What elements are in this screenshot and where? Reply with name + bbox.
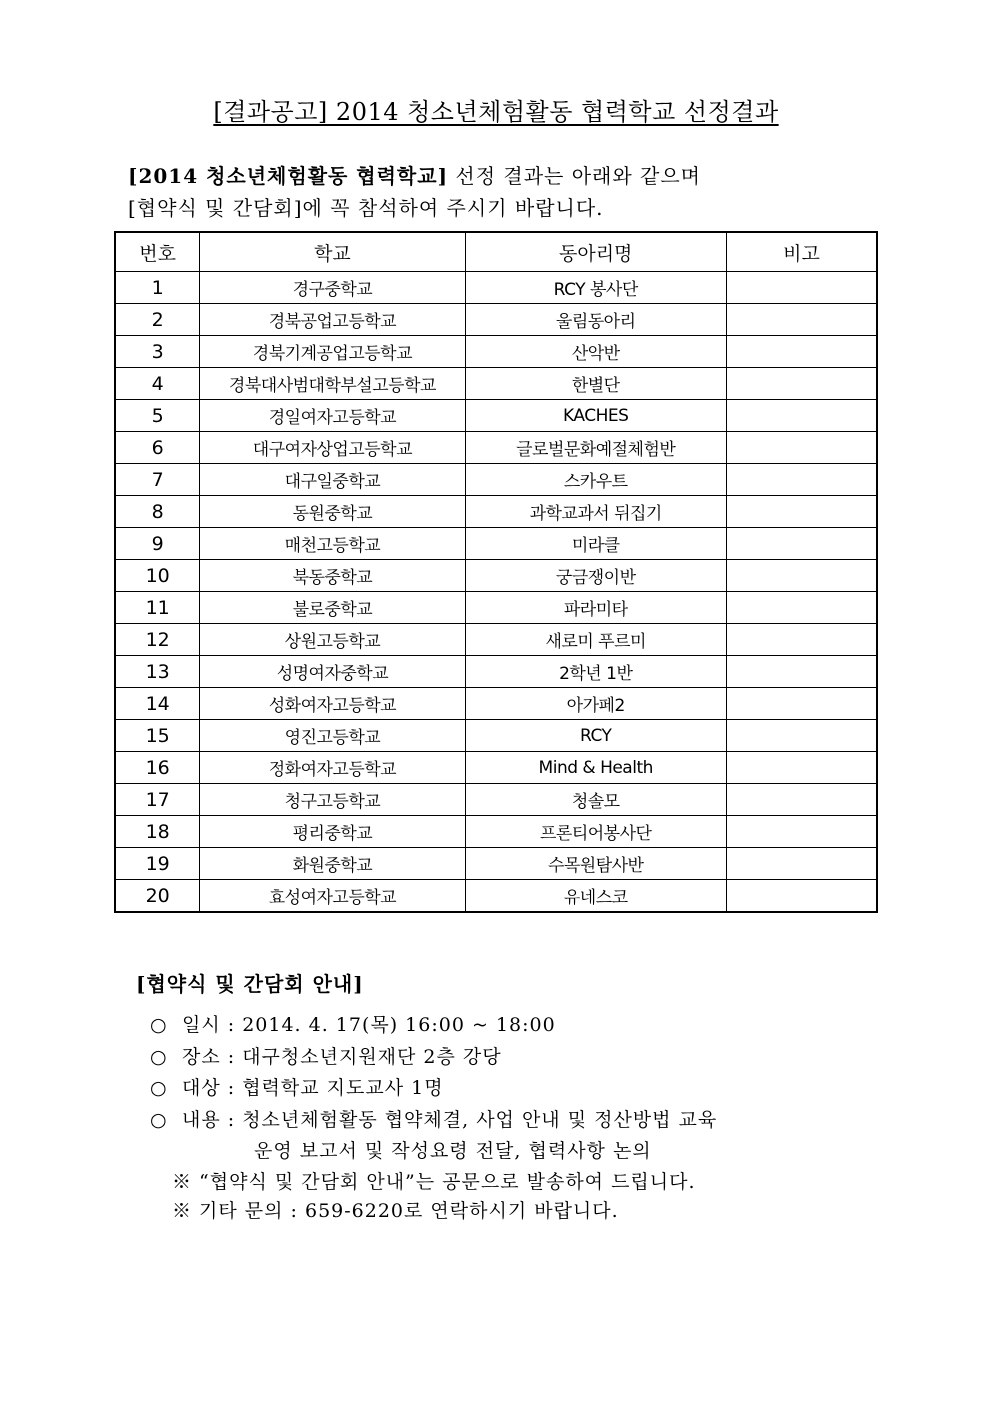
table-row <box>115 816 877 848</box>
table-row <box>115 752 877 784</box>
cell-number: 14 <box>115 688 200 720</box>
cell-club-name: Mind & Health <box>465 752 726 784</box>
cell-remarks <box>726 880 877 913</box>
cell-number: 17 <box>115 784 200 816</box>
table-row <box>115 784 877 816</box>
note-official-letter: ※ “협약식 및 간담회 안내”는 공문으로 발송하여 드립니다. <box>172 1171 696 1193</box>
cell-club-name: 2학년 1반 <box>465 656 726 688</box>
table-body <box>115 272 877 913</box>
cell-club-name: 한별단 <box>465 368 726 400</box>
table-row <box>115 528 877 560</box>
note-contact: ※ 기타 문의 : 659-6220로 연락하시기 바랍니다. <box>172 1200 619 1222</box>
cell-remarks <box>726 656 877 688</box>
bullet-circle-icon: ○ <box>150 1077 168 1099</box>
cell-remarks <box>726 304 877 336</box>
bullet-circle-icon: ○ <box>150 1108 168 1131</box>
guide-item-text: 내용 : 청소년체험활동 협약체결, 사업 안내 및 정산방법 교육 <box>182 1108 718 1131</box>
bullet-circle-icon: ○ <box>150 1045 168 1068</box>
cell-school: 동원중학교 <box>200 496 465 528</box>
cell-remarks <box>726 624 877 656</box>
guide-item-content-continuation: 운영 보고서 및 작성요령 전달, 협력사항 논의 <box>254 1140 652 1162</box>
cell-number: 13 <box>115 656 200 688</box>
cell-school: 성화여자고등학교 <box>200 688 465 720</box>
cell-school: 경북대사범대학부설고등학교 <box>200 368 465 400</box>
cell-remarks <box>726 400 877 432</box>
cell-club-name: 프론티어봉사단 <box>465 816 726 848</box>
cell-school: 성명여자중학교 <box>200 656 465 688</box>
notes <box>172 1168 696 1226</box>
cell-school: 매천고등학교 <box>200 528 465 560</box>
page-title <box>0 92 992 127</box>
intro-line-1 <box>128 160 701 192</box>
header-number: 번호 <box>115 232 200 272</box>
guide-item-text: 일시 : 2014. 4. 17(목) 16:00 ~ 18:00 <box>182 1014 556 1036</box>
cell-number: 4 <box>115 368 200 400</box>
guide-item-target <box>150 1073 717 1105</box>
intro-line-1-text: 선정 결과는 아래와 같으며 <box>448 164 701 188</box>
cell-number: 18 <box>115 816 200 848</box>
cell-remarks <box>726 368 877 400</box>
cell-number: 19 <box>115 848 200 880</box>
cell-remarks <box>726 752 877 784</box>
cell-club-name: 산악반 <box>465 336 726 368</box>
cell-remarks <box>726 272 877 304</box>
cell-school: 영진고등학교 <box>200 720 465 752</box>
cell-club-name: 유네스코 <box>465 880 726 913</box>
cell-remarks <box>726 496 877 528</box>
guide-item-date <box>150 1010 717 1042</box>
cell-club-name: RCY <box>465 720 726 752</box>
cell-remarks <box>726 816 877 848</box>
table-header-row <box>115 232 877 272</box>
intro-bold-label: [2014 청소년체험활동 협력학교] <box>128 164 449 188</box>
table-row <box>115 432 877 464</box>
table-row <box>115 368 877 400</box>
table-row <box>115 304 877 336</box>
cell-club-name: 수목원탐사반 <box>465 848 726 880</box>
cell-number: 15 <box>115 720 200 752</box>
cell-number: 11 <box>115 592 200 624</box>
cell-school: 평리중학교 <box>200 816 465 848</box>
cell-school: 상원고등학교 <box>200 624 465 656</box>
cell-club-name: 과학교과서 뒤집기 <box>465 496 726 528</box>
cell-number: 6 <box>115 432 200 464</box>
cell-school: 화원중학교 <box>200 848 465 880</box>
cell-number: 2 <box>115 304 200 336</box>
table-row <box>115 880 877 913</box>
cell-number: 10 <box>115 560 200 592</box>
cell-number: 16 <box>115 752 200 784</box>
cell-club-name: 새로미 푸르미 <box>465 624 726 656</box>
cell-school: 대구일중학교 <box>200 464 465 496</box>
cell-school: 정화여자고등학교 <box>200 752 465 784</box>
table-row <box>115 624 877 656</box>
cell-club-name: 글로벌문화예절체험반 <box>465 432 726 464</box>
cell-remarks <box>726 688 877 720</box>
header-school: 학교 <box>200 232 465 272</box>
intro-line-2: [협약식 및 간담회]에 꼭 참석하여 주시기 바랍니다. <box>128 196 604 220</box>
guide-item-text: 대상 : 협력학교 지도교사 1명 <box>182 1077 444 1099</box>
cell-remarks <box>726 720 877 752</box>
bullet-circle-icon: ○ <box>150 1014 168 1036</box>
cell-school: 청구고등학교 <box>200 784 465 816</box>
cell-number: 5 <box>115 400 200 432</box>
cell-club-name: 청솔모 <box>465 784 726 816</box>
cell-club-name: 궁금쟁이반 <box>465 560 726 592</box>
cell-remarks <box>726 592 877 624</box>
table-row <box>115 560 877 592</box>
cell-remarks <box>726 784 877 816</box>
cell-school: 대구여자상업고등학교 <box>200 432 465 464</box>
header-club-name: 동아리명 <box>465 232 726 272</box>
cell-school: 불로중학교 <box>200 592 465 624</box>
table-row <box>115 848 877 880</box>
cell-remarks <box>726 464 877 496</box>
cell-club-name: 아가페2 <box>465 688 726 720</box>
cell-remarks <box>726 848 877 880</box>
cell-club-name: 파라미타 <box>465 592 726 624</box>
cell-number: 20 <box>115 880 200 913</box>
table-row <box>115 336 877 368</box>
table-row <box>115 272 877 304</box>
cell-number: 3 <box>115 336 200 368</box>
header-remarks: 비고 <box>726 232 877 272</box>
cell-number: 9 <box>115 528 200 560</box>
table-row <box>115 656 877 688</box>
cell-school: 북동중학교 <box>200 560 465 592</box>
title-text: [결과공고] 2014 청소년체험활동 협력학교 선정결과 <box>213 98 779 126</box>
intro-paragraph <box>128 160 701 224</box>
guide-item-place <box>150 1042 717 1074</box>
guide-list <box>150 1010 717 1168</box>
cell-number: 1 <box>115 272 200 304</box>
cell-school: 경구중학교 <box>200 272 465 304</box>
cell-club-name: 미라클 <box>465 528 726 560</box>
cell-remarks <box>726 432 877 464</box>
cell-remarks <box>726 528 877 560</box>
cell-remarks <box>726 336 877 368</box>
results-table <box>114 231 878 913</box>
table-row <box>115 688 877 720</box>
cell-number: 8 <box>115 496 200 528</box>
cell-club-name: RCY 봉사단 <box>465 272 726 304</box>
cell-school: 경북공업고등학교 <box>200 304 465 336</box>
cell-school: 효성여자고등학교 <box>200 880 465 913</box>
table-row <box>115 400 877 432</box>
cell-club-name: 울림동아리 <box>465 304 726 336</box>
cell-remarks <box>726 560 877 592</box>
guide-heading: [협약식 및 간담회 안내] <box>136 972 364 996</box>
guide-item-content <box>150 1105 717 1137</box>
table-row <box>115 720 877 752</box>
cell-school: 경일여자고등학교 <box>200 400 465 432</box>
table-row <box>115 496 877 528</box>
cell-club-name: KACHES <box>465 400 726 432</box>
cell-number: 12 <box>115 624 200 656</box>
cell-club-name: 스카우트 <box>465 464 726 496</box>
table-row <box>115 592 877 624</box>
cell-number: 7 <box>115 464 200 496</box>
guide-item-text: 장소 : 대구청소년지원재단 2층 강당 <box>182 1045 502 1068</box>
table-row <box>115 464 877 496</box>
cell-school: 경북기계공업고등학교 <box>200 336 465 368</box>
